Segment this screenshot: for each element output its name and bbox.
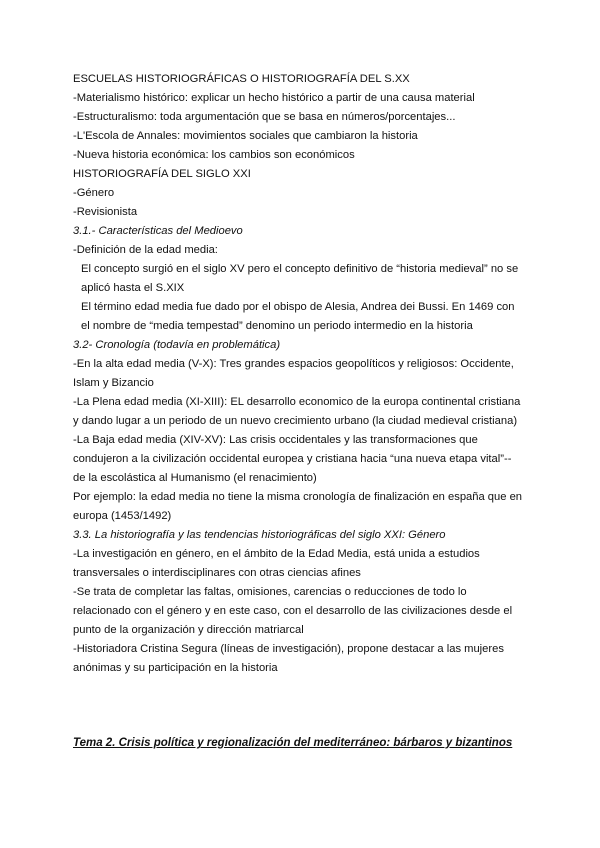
list-item: -La investigación en género, en el ámbito de la Edad Media, está unida a estudios transversales o interdisciplinares con otras ciencias afines [73, 548, 480, 579]
paragraph: El término edad media fue dado por el obispo de Alesia, Andrea dei Bussi. En 1469 con el nombre de “media tempestad” denomino un periodo intermedio en la historia [81, 301, 515, 332]
subsection-heading: 3.1.- Características del Medioevo [73, 225, 243, 237]
list-item: -Materialismo histórico: explicar un hecho histórico a partir de una causa material [73, 92, 475, 104]
list-item: -En la alta edad media (V-X): Tres grandes espacios geopolíticos y religiosos: Occidente, Islam y Bizancio [73, 358, 514, 389]
list-item: -Definición de la edad media: [73, 244, 218, 256]
list-item: -L'Escola de Annales: movimientos sociales que cambiaron la historia [73, 130, 418, 142]
list-item: -Revisionista [73, 206, 138, 218]
list-item: -Estructuralismo: toda argumentación que se basa en números/porcentajes... [73, 111, 456, 123]
paragraph: El concepto surgió en el siglo XV pero el concepto definitivo de “historia medieval” no se aplicó hasta el S.XIX [81, 263, 519, 294]
list-item: -Nueva historia económica: los cambios son económicos [73, 149, 355, 161]
list-item: -Se trata de completar las faltas, omisiones, carencias o reducciones de todo lo relacionado con el género y en este caso, con el desarrollo de las civilizaciones desde el punto de la organización y dirección matriarcal [73, 586, 513, 636]
list-item: -La Baja edad media (XIV-XV): Las crisis occidentales y las transformaciones que condujeron a la civilización occidental europea y cristiana hacia “una nueva etapa vital”--de la escolástica al Humanismo (el renacimiento) [73, 434, 512, 484]
section-heading: HISTORIOGRAFÍA DEL SIGLO XXI [73, 168, 251, 180]
list-item: -La Plena edad media (XI-XIII): EL desarrollo economico de la europa continental cristiana y dando lugar a un periodo de un nuevo crecimiento urbano (la ciudad medieval cristiana) [73, 396, 521, 427]
paragraph: Por ejemplo: la edad media no tiene la misma cronología de finalización en españa que en europa (1453/1492) [73, 491, 523, 522]
section-heading: ESCUELAS HISTORIOGRÁFICAS O HISTORIOGRAFÍA DEL S.XX [73, 73, 410, 85]
list-item: -Historiadora Cristina Segura (líneas de investigación), propone destacar a las mujeres anónimas y su participación en la historia [73, 643, 504, 674]
list-item: -Género [73, 187, 115, 199]
subsection-heading: 3.2- Cronología (todavía en problemática) [73, 339, 281, 351]
subsection-heading: 3.3. La historiografía y las tendencias historiográficas del siglo XXI: Género [73, 529, 446, 541]
chapter-heading: Tema 2. Crisis política y regionalización del mediterráneo: bárbaros y bizantinos [73, 737, 513, 749]
document-body [73, 70, 523, 678]
